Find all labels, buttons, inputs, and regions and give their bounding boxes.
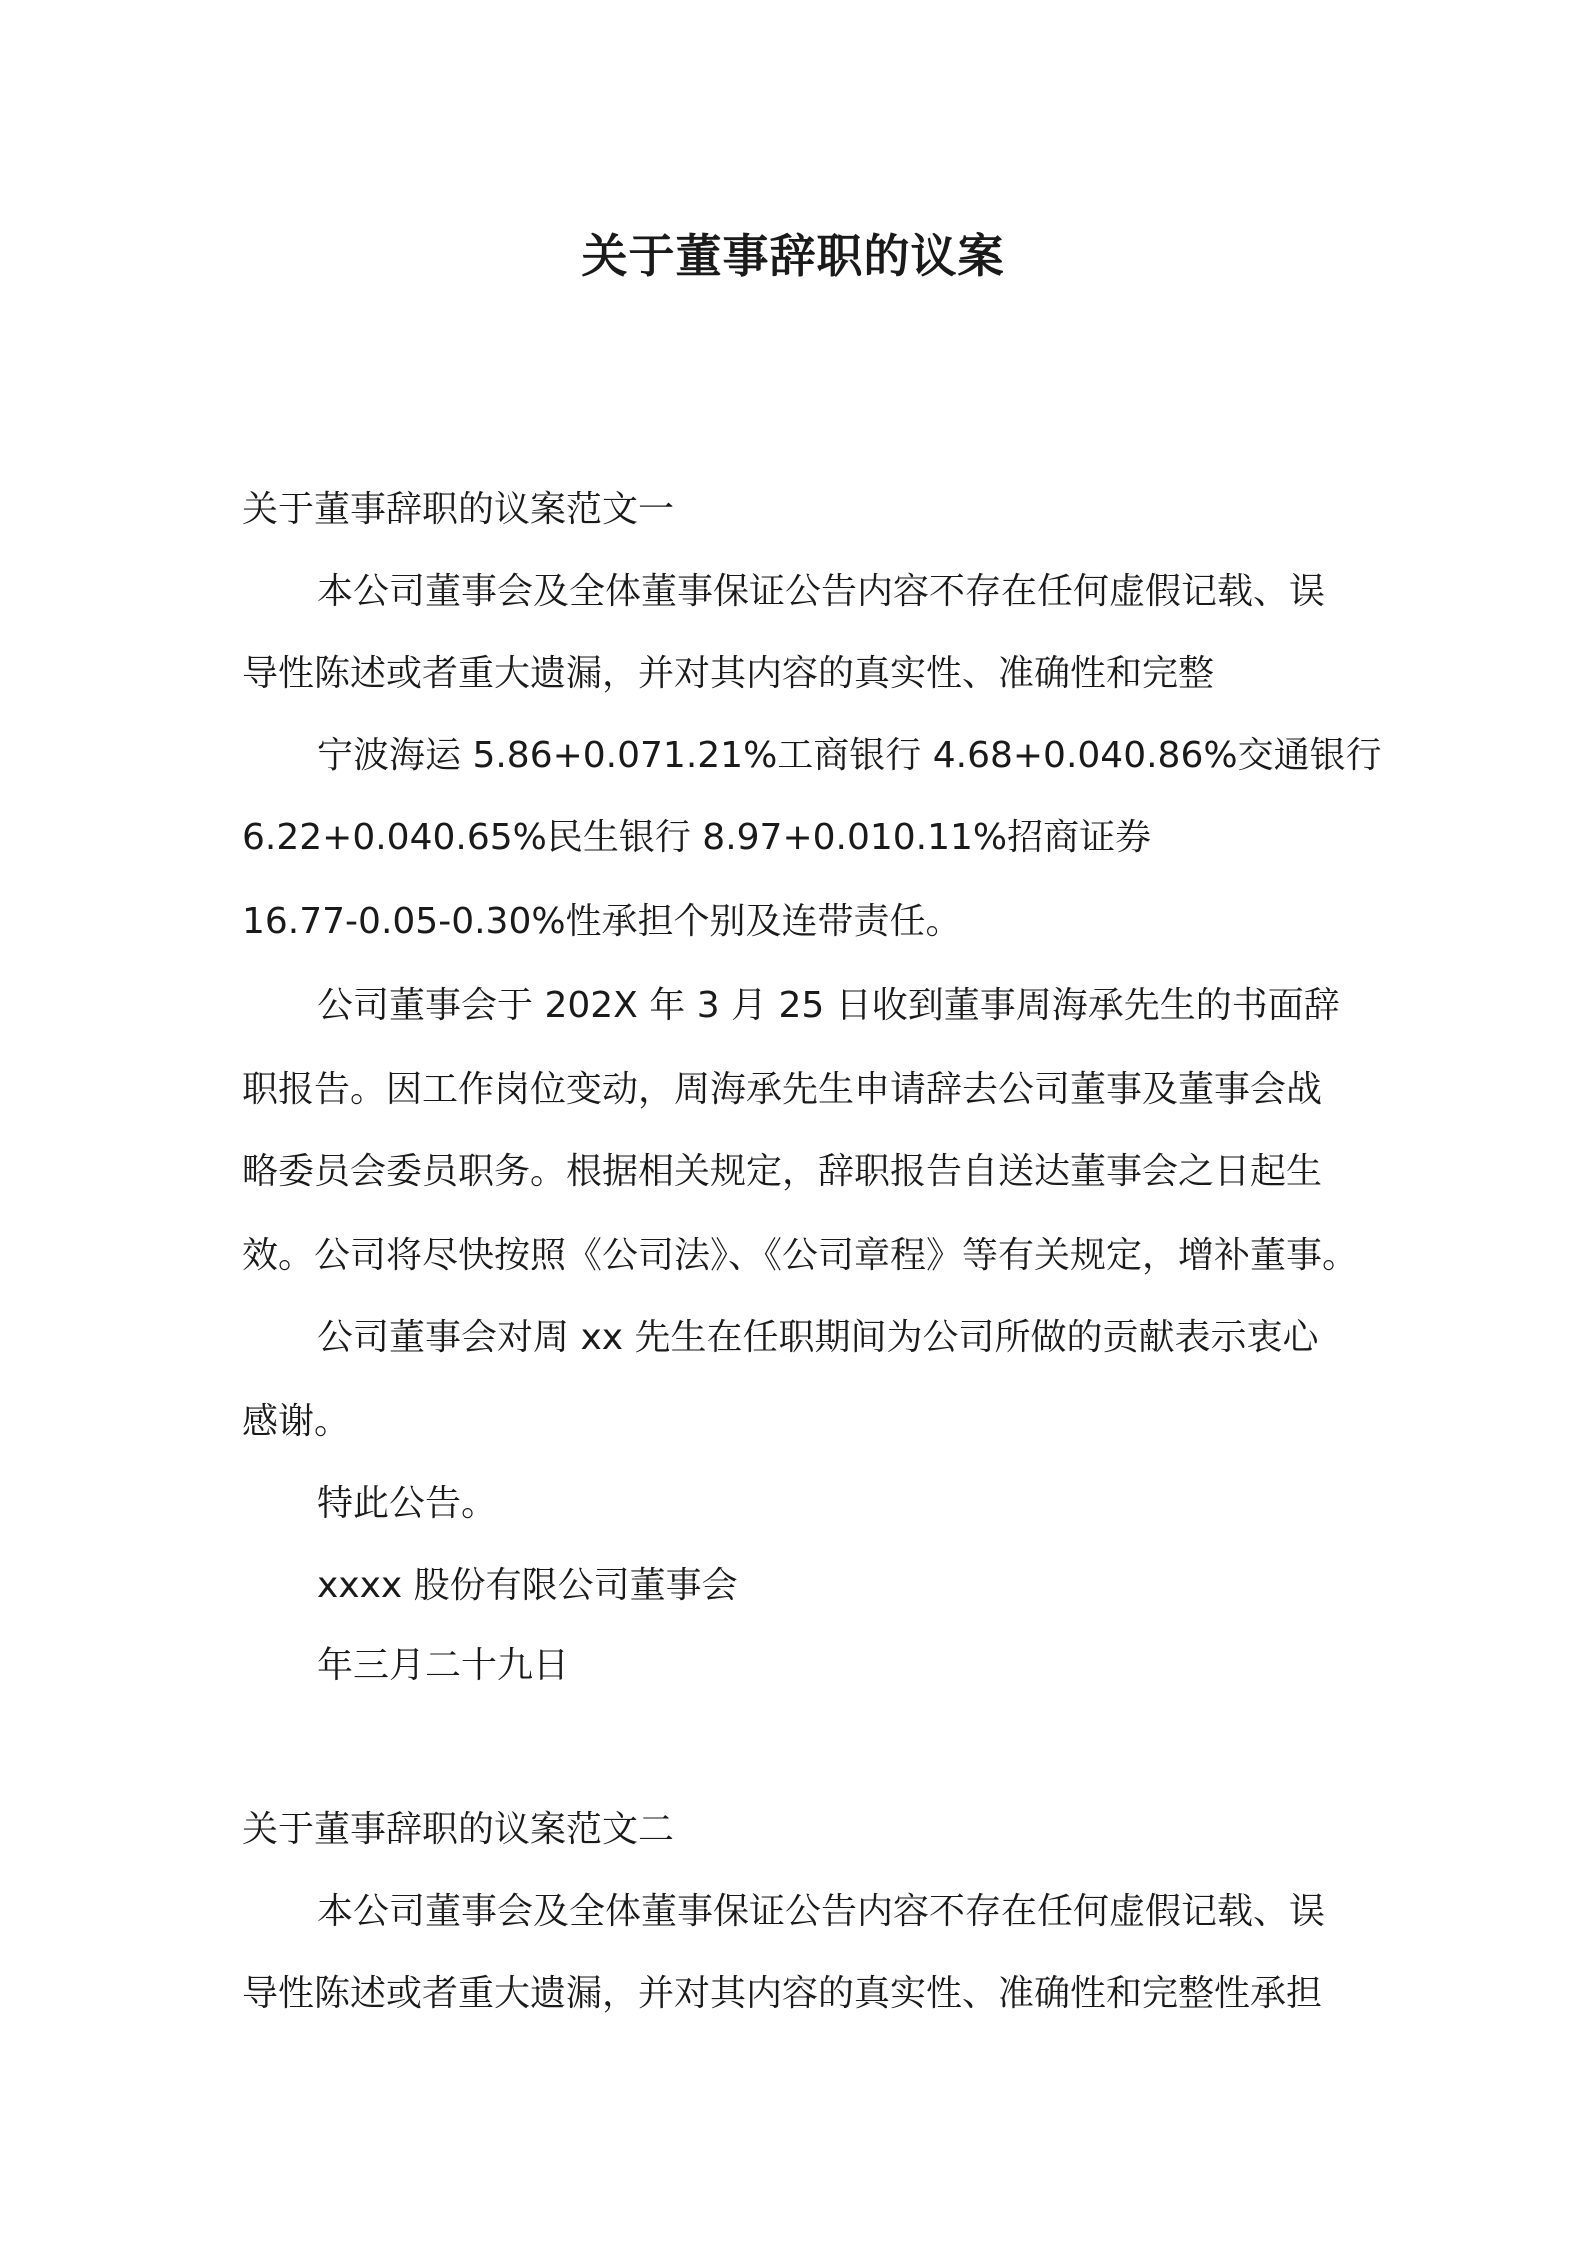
section-heading: 关于董事辞职的议案范文二 [242,1809,675,1850]
paragraph-line: 公司董事会于 202X 年 3 月 25 日收到董事周海承先生的书面辞 [317,985,1340,1026]
paragraph-line: 本公司董事会及全体董事保证公告内容不存在任何虚假记载、误 [317,571,1326,612]
paragraph-line: 本公司董事会及全体董事保证公告内容不存在任何虚假记载、误 [317,1891,1326,1932]
paragraph-line: 导性陈述或者重大遗漏，并对其内容的真实性、准确性和完整性承担 [242,1973,1323,2014]
closing-line: 特此公告。 [317,1483,498,1524]
paragraph-line: 16.77-0.05-0.30%性承担个别及连带责任。 [242,901,962,942]
paragraph-line: 导性陈述或者重大遗漏，并对其内容的真实性、准确性和完整 [242,653,1215,694]
paragraph-line: 效。公司将尽快按照《公司法》、《公司章程》等有关规定，增补董事。 [242,1235,1359,1276]
section-heading: 关于董事辞职的议案范文一 [242,489,675,530]
document-title: 关于董事辞职的议案 [581,229,1005,283]
signature-line: xxxx 股份有限公司董事会 [317,1565,738,1606]
paragraph-line: 略委员会委员职务。根据相关规定，辞职报告自送达董事会之日起生 [242,1151,1323,1192]
paragraph-line: 公司董事会对周 xx 先生在任职期间为公司所做的贡献表示衷心 [317,1317,1319,1358]
paragraph-line: 6.22+0.040.65%民生银行 8.97+0.010.11%招商证券 [242,817,1152,858]
paragraph-line: 感谢。 [242,1401,351,1442]
paragraph-line: 职报告。因工作岗位变动，周海承先生申请辞去公司董事及董事会战 [242,1069,1323,1110]
date-line: 年三月二十九日 [317,1645,570,1686]
paragraph-line: 宁波海运 5.86+0.071.21%工商银行 4.68+0.040.86%交通银行 [317,735,1382,776]
